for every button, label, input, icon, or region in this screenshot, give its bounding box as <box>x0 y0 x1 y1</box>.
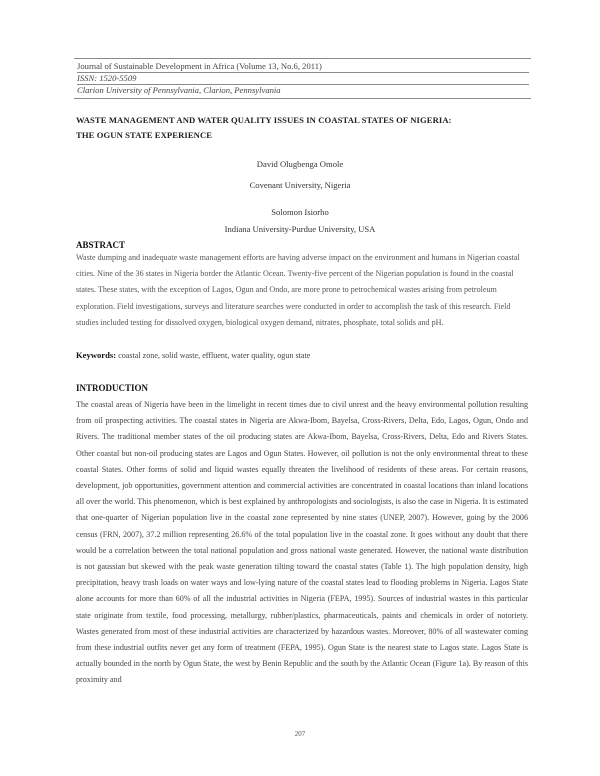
journal-header <box>74 58 531 99</box>
author-2-name: Solomon Isiorho <box>271 207 329 217</box>
page-number: 207 <box>294 730 306 738</box>
journal-citation: Journal of Sustainable Development in Africa (Volume 13, No.6, 2011) <box>77 61 322 71</box>
journal-issn: ISSN: 1520-5509 <box>77 72 529 84</box>
keywords-text: coastal zone, solid waste, effluent, water quality, ogun state <box>116 351 311 360</box>
keywords-line <box>76 350 528 360</box>
paper-title-line2: THE OGUN STATE EXPERIENCE <box>76 130 213 140</box>
author-1-affiliation: Covenant University, Nigeria <box>249 180 351 190</box>
keywords-label: Keywords: <box>76 350 117 360</box>
paper-title-line1: WASTE MANAGEMENT AND WATER QUALITY ISSUES IN COASTAL STATES OF NIGERIA: <box>76 115 452 125</box>
introduction-text: The coastal areas of Nigeria have been in the limelight in recent times due to civil unrest and the heavy environmental pollution resulting from oil prospecting activities. The coastal states in Nigeria are Akwa-Ibom, Bayelsa, Cross-Rivers, Delta, Edo, Lagos, Ogun, Ondo and Rivers. The traditional member states of the oil producing states are Akwa-Ibom, Bayelsa, Cross-Rivers, Delta, Edo and Rivers States. Other coastal but non-oil producing states are Lagos and Ogun States. However, oil pollution is not the only environmental threat to these coastal States. Other forms of solid and liquid wastes equally threaten the livelihood of residents of these areas. For certain reasons, development, job opportunities, government attention and commercial activities are concentrated in coastal locations than inland locations all over the world. This phenomenon, which is best explained by anthropologists and sociologists, is also the case in Nigeria. It is estimated that one-quarter of Nigerian population live in the coastal zone represented by nine states (UNEP, 2007). However, going by the 2006 census (FRN, 2007), 37.2 million representing 26.6% of the total population live in the coastal zone. It goes without any doubt that there would be a correlation between the total national population and gross national waste generated. However, the national waste distribution is not gaussian but skewed with the peak waste generation tilting toward the coastal states (Table 1). The high population density, high precipitation, heavy trash loads on water ways and low-lying nature of the coastal states lead to flooding problems in Nigeria. Lagos State alone accounts for more than 60% of all the industrial activities in Nigeria (FEPA, 1995). Sources of industrial wastes in this particular state originate from textile, food processing, metallurgy, rubber/plastics, pharmaceuticals, paints and chemicals in order of notoriety. Wastes generated from most of these industrial activities are characterized by hazardous wastes. Moreover, 80% of all wastewater coming from these industrial outfits never get any form of treatment (FEPA, 1995). Ogun State is the nearest state to Lagos state. Lagos State is actually bounded in the north by Ogun State, the west by Benin Republic and the south by the Atlantic Ocean (Figure 1a). By reason of this proximity and <box>76 400 528 685</box>
author-2-affiliation: Indiana University-Purdue University, USA <box>224 224 376 234</box>
paper-title <box>76 113 526 143</box>
introduction-heading: INTRODUCTION <box>76 383 149 393</box>
journal-publisher: Clarion University of Pennsylvania, Clarion, Pennsylvania <box>77 84 529 96</box>
author-1-name: David Olugbenga Omole <box>256 159 344 169</box>
abstract-heading: ABSTRACT <box>76 240 126 250</box>
abstract-text: Waste dumping and inadequate waste management efforts are having adverse impact on the environment and humans in Nigerian coastal cities. Nine of the 36 states in Nigeria border the Atlantic Ocean. Twenty-five percent of the Nigerian population is found in the coastal states. These states, with the exception of Lagos, Ogun and Ondo, are more prone to petrochemical wastes arising from petroleum exploration. Field investigations, surveys and literature searches were conducted in order to accomplish the task of this research. Field studies included testing for dissolved oxygen, biological oxygen demand, nitrates, phosphate, total solids and pH. <box>76 253 520 327</box>
